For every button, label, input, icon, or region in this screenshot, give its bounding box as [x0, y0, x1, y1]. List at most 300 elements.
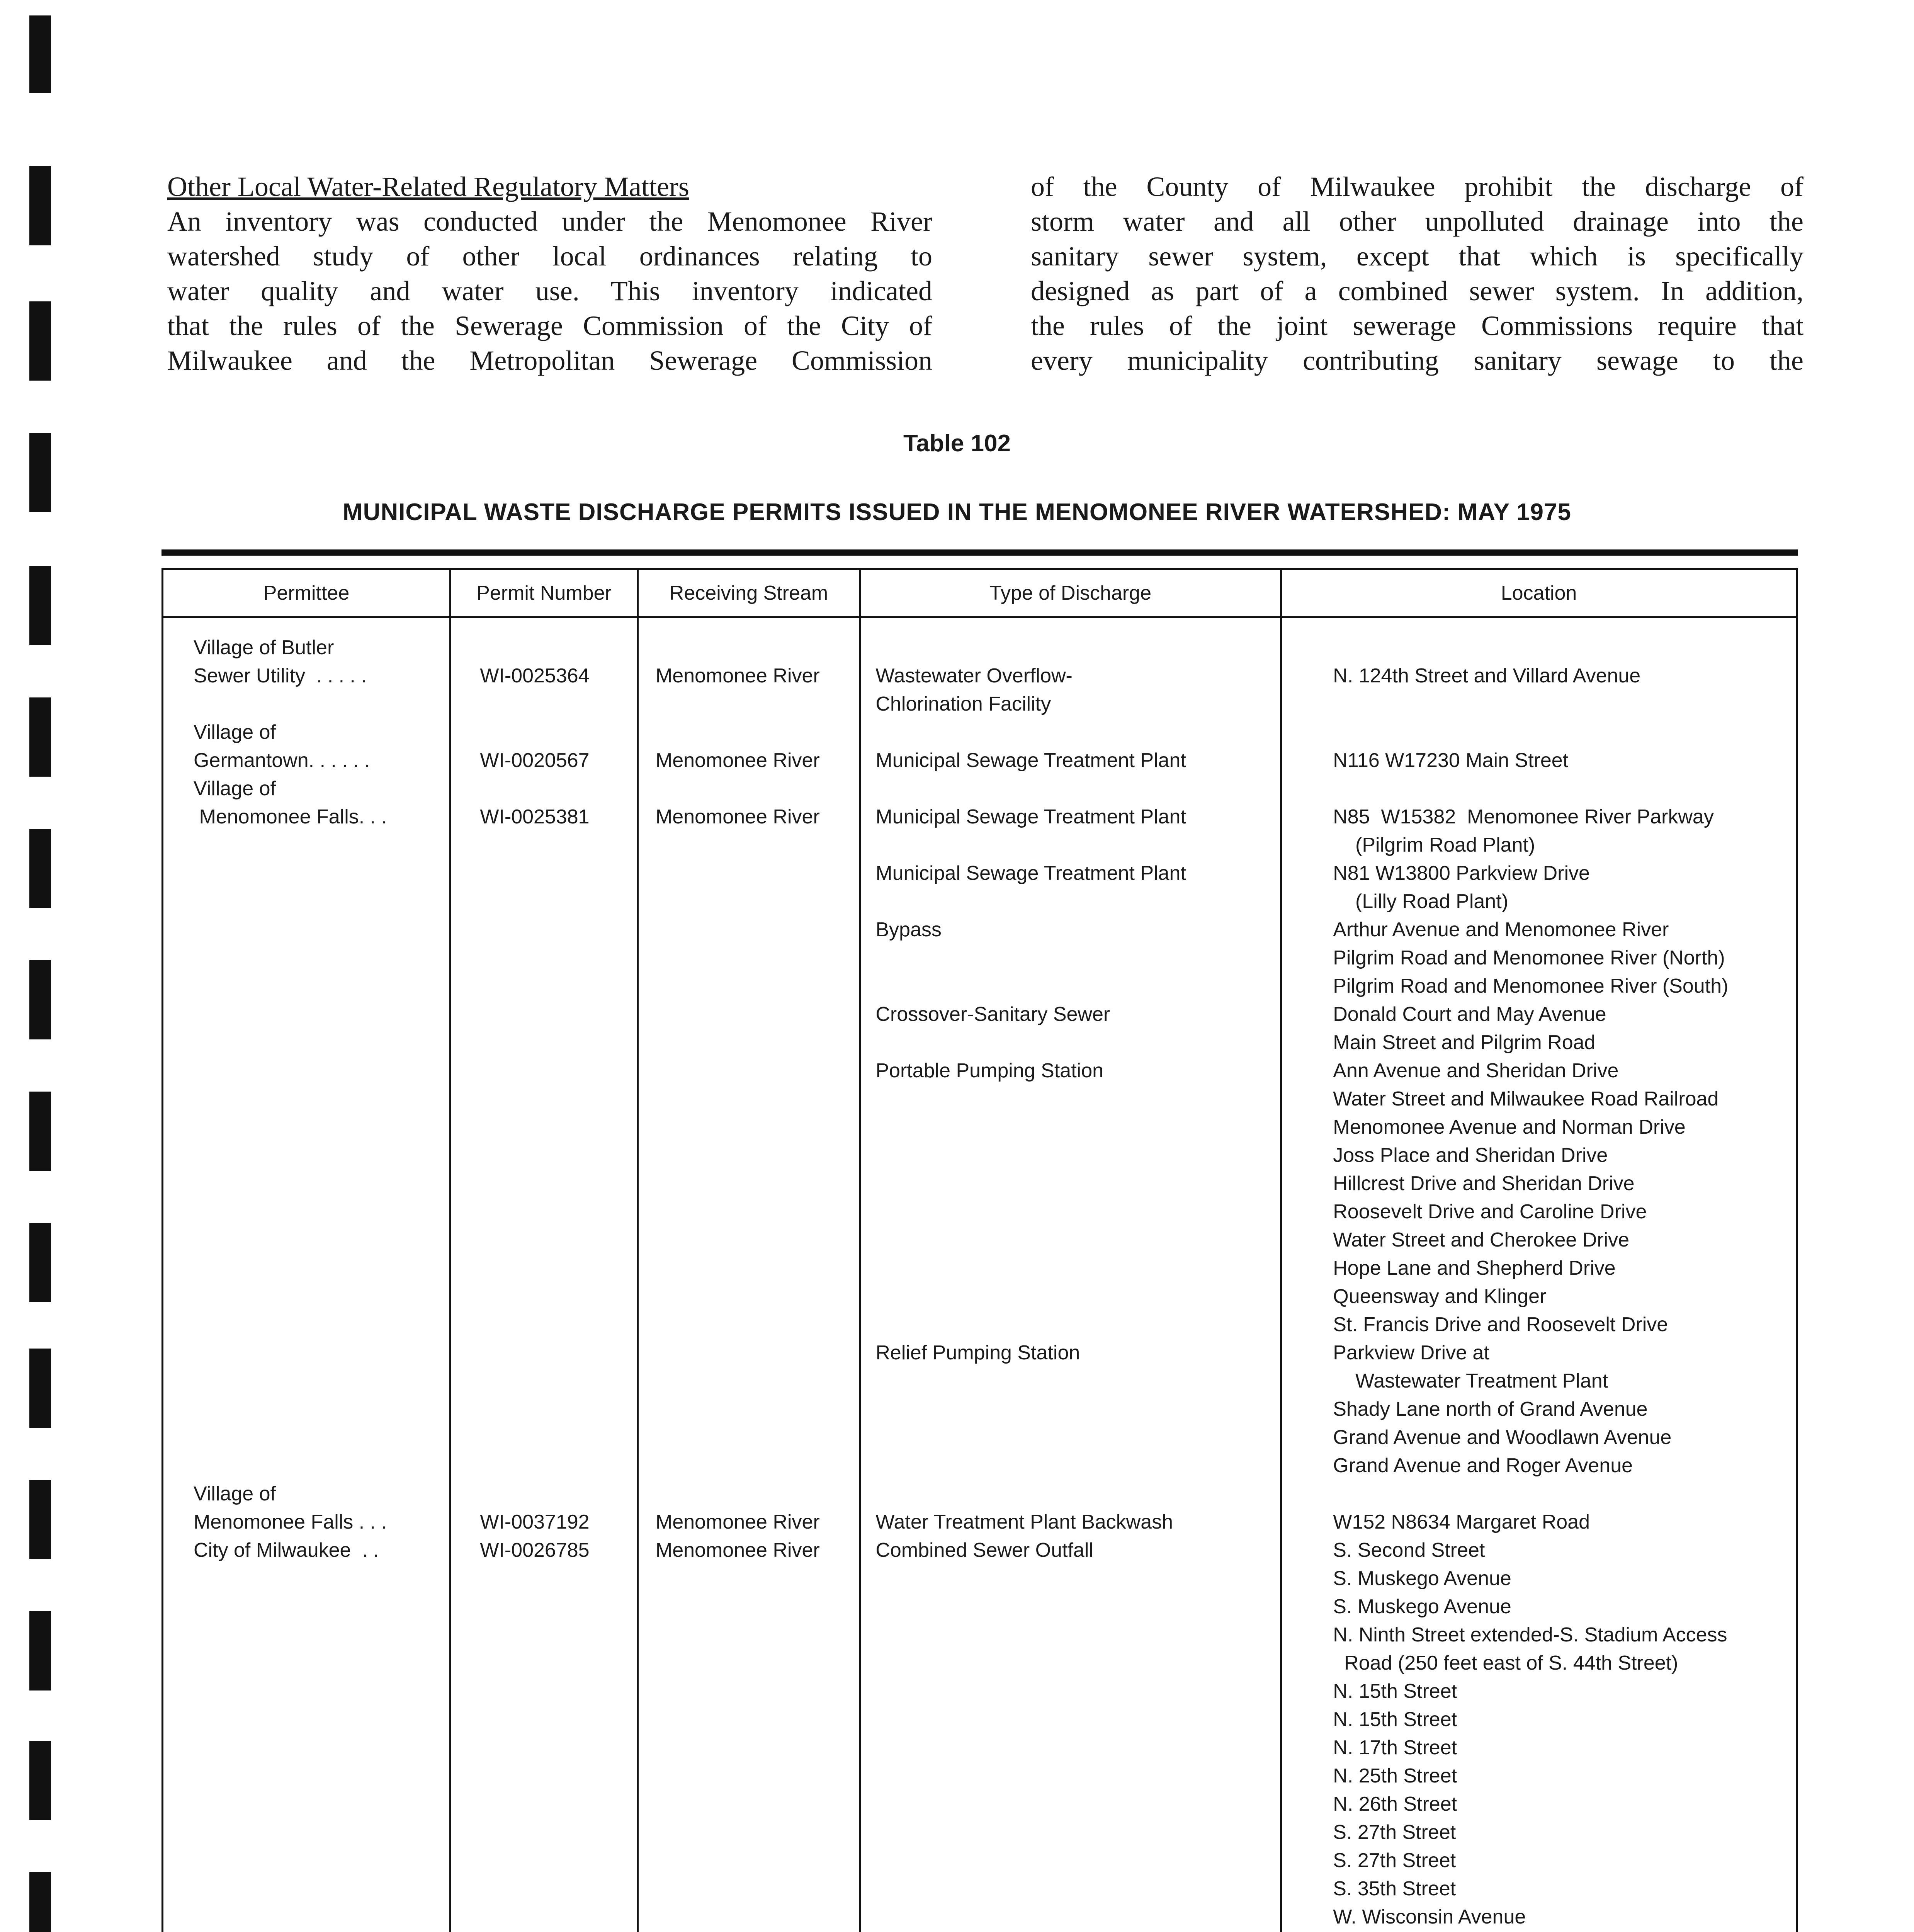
table-row [163, 1593, 1796, 1621]
table-row [163, 1254, 1796, 1282]
receiving-stream-cell [636, 1790, 858, 1818]
permit-number-cell [449, 1000, 636, 1029]
table-row [163, 1339, 1796, 1367]
permittee-cell: City of Milwaukee . . [194, 1539, 379, 1561]
permit-number-cell [449, 1621, 636, 1649]
location-cell: (Lilly Road Plant) [1333, 890, 1508, 913]
permittee-cell [163, 916, 449, 944]
table-body [163, 634, 1796, 1932]
location-cell: Menomonee Avenue and Norman Drive [1333, 1116, 1686, 1138]
table-row [163, 1480, 1796, 1508]
receiving-stream-cell [636, 1254, 858, 1282]
location-cell: Pilgrim Road and Menomonee River (South) [1333, 975, 1729, 997]
binding-mark [29, 1872, 51, 1932]
type-of-discharge-cell [858, 1282, 1279, 1311]
header-location: Location [1501, 582, 1577, 604]
permit-number-cell [449, 1762, 636, 1790]
header-receiving-stream: Receiving Stream [669, 582, 828, 604]
table-row [163, 972, 1796, 1000]
type-of-discharge-cell [858, 1311, 1279, 1339]
permittee-cell: Menomonee Falls . . . [194, 1511, 387, 1533]
type-of-discharge-cell: Portable Pumping Station [875, 1060, 1104, 1082]
location-cell: N116 W17230 Main Street [1333, 749, 1569, 772]
permittee-cell [163, 1057, 449, 1085]
table-row [163, 1875, 1796, 1903]
permittee-cell [163, 1593, 449, 1621]
permittee-cell [163, 831, 449, 859]
table-row [163, 1452, 1796, 1480]
type-of-discharge-cell [858, 1677, 1279, 1706]
location-cell: Water Street and Milwaukee Road Railroad [1333, 1088, 1719, 1110]
receiving-stream-cell [636, 972, 858, 1000]
permit-number-cell [449, 1677, 636, 1706]
permit-number-cell: WI-0025381 [480, 806, 590, 828]
type-of-discharge-cell [858, 1593, 1279, 1621]
permittee-cell [163, 1565, 449, 1593]
receiving-stream-cell [636, 1423, 858, 1452]
receiving-stream-cell [636, 1593, 858, 1621]
receiving-stream-cell [636, 1000, 858, 1029]
location-cell: Hope Lane and Shepherd Drive [1333, 1257, 1616, 1279]
location-cell: Ann Avenue and Sheridan Drive [1333, 1060, 1619, 1082]
permittee-cell [163, 1903, 449, 1931]
binding-mark [29, 1611, 51, 1690]
permit-number-cell: WI-0025364 [480, 665, 590, 687]
receiving-stream-cell: Menomonee River [655, 1511, 820, 1533]
table-label: Table 102 [903, 430, 1011, 457]
table-row [163, 634, 1796, 662]
permit-number-cell: WI-0037192 [480, 1511, 590, 1533]
receiving-stream-cell [636, 1339, 858, 1367]
permittee-cell [163, 1170, 449, 1198]
receiving-stream-cell: Menomonee River [655, 749, 820, 772]
type-of-discharge-cell [858, 1113, 1279, 1141]
receiving-stream-cell [636, 1480, 858, 1508]
receiving-stream-cell [636, 1649, 858, 1677]
table-row [163, 747, 1796, 775]
location-cell: W. Wisconsin Avenue [1333, 1906, 1526, 1928]
type-of-discharge-cell [858, 1226, 1279, 1254]
permit-number-cell [449, 1565, 636, 1593]
binding-mark [29, 166, 51, 245]
table-row [163, 1565, 1796, 1593]
location-cell: Hillcrest Drive and Sheridan Drive [1333, 1172, 1635, 1195]
permit-number-cell [449, 1057, 636, 1085]
receiving-stream-cell [636, 859, 858, 888]
permittee-cell [163, 1621, 449, 1649]
permit-number-cell [449, 1254, 636, 1282]
receiving-stream-cell: Menomonee River [655, 1539, 820, 1561]
binding-mark [29, 960, 51, 1039]
table-title: MUNICIPAL WASTE DISCHARGE PERMITS ISSUED IN THE MENOMONEE RIVER WATERSHED: MAY 1975 [343, 499, 1571, 526]
table-row [163, 1847, 1796, 1875]
table-row [163, 1677, 1796, 1706]
receiving-stream-cell [636, 1452, 858, 1480]
permittee-cell [163, 1085, 449, 1113]
location-cell: N81 W13800 Parkview Drive [1333, 862, 1590, 884]
permittee-cell: Village of [194, 721, 276, 743]
permittee-cell [163, 1282, 449, 1311]
receiving-stream-cell [636, 775, 858, 803]
type-of-discharge-cell [858, 1452, 1279, 1480]
intro-line: of the County of Milwaukee prohibit the discharge of [1031, 171, 1804, 202]
permittee-cell [163, 1029, 449, 1057]
type-of-discharge-cell [858, 1565, 1279, 1593]
type-of-discharge-cell [858, 1029, 1279, 1057]
permittee-cell: Village of Butler [194, 636, 334, 659]
receiving-stream-cell [636, 1226, 858, 1254]
location-cell: N. 17th Street [1333, 1736, 1457, 1759]
receiving-stream-cell [636, 1706, 858, 1734]
type-of-discharge-cell [858, 1847, 1279, 1875]
type-of-discharge-cell [858, 1480, 1279, 1508]
type-of-discharge-cell [858, 1790, 1279, 1818]
permittee-cell [163, 1141, 449, 1170]
location-cell: N. 26th Street [1333, 1793, 1457, 1815]
permittee-cell [163, 1649, 449, 1677]
permit-number-cell [449, 1085, 636, 1113]
header-permittee: Permittee [263, 582, 350, 604]
table-row [163, 916, 1796, 944]
permit-number-cell [449, 1790, 636, 1818]
type-of-discharge-cell [858, 831, 1279, 859]
location-cell: Main Street and Pilgrim Road [1333, 1031, 1596, 1054]
receiving-stream-cell [636, 1677, 858, 1706]
receiving-stream-cell [636, 1170, 858, 1198]
permit-number-cell [449, 1480, 636, 1508]
binding-mark [29, 829, 51, 908]
permittee-cell [163, 1706, 449, 1734]
location-cell [1279, 1480, 1796, 1508]
permit-number-cell [449, 718, 636, 747]
table-row [163, 1311, 1796, 1339]
permittee-cell [163, 972, 449, 1000]
header-permit-number: Permit Number [476, 582, 612, 604]
table-row [163, 1113, 1796, 1141]
receiving-stream-cell [636, 1395, 858, 1423]
location-cell: Parkview Drive at [1333, 1342, 1489, 1364]
receiving-stream-cell: Menomonee River [655, 665, 820, 687]
table-row [163, 1198, 1796, 1226]
location-cell: N. 15th Street [1333, 1708, 1457, 1731]
intro-line: sanitary sewer system, except that which is specifically [1031, 241, 1804, 272]
permit-number-cell [449, 1423, 636, 1452]
receiving-stream-cell [636, 1875, 858, 1903]
permit-number-cell [449, 1875, 636, 1903]
permit-number-cell [449, 859, 636, 888]
table-row [163, 888, 1796, 916]
permit-number-cell [449, 1706, 636, 1734]
permit-number-cell [449, 1818, 636, 1847]
binding-mark [29, 1349, 51, 1428]
receiving-stream-cell [636, 1818, 858, 1847]
receiving-stream-cell [636, 831, 858, 859]
table-row [163, 944, 1796, 972]
permit-number-cell [449, 972, 636, 1000]
location-cell: Queensway and Klinger [1333, 1285, 1547, 1308]
location-cell: St. Francis Drive and Roosevelt Drive [1333, 1313, 1668, 1336]
location-cell: Roosevelt Drive and Caroline Drive [1333, 1201, 1647, 1223]
intro-line: storm water and all other unpolluted drainage into the [1031, 206, 1804, 237]
permit-number-cell [449, 944, 636, 972]
table-row [163, 718, 1796, 747]
binding-mark [29, 1092, 51, 1171]
intro-line: water quality and water use. This inventory indicated [167, 276, 932, 306]
type-of-discharge-cell [858, 888, 1279, 916]
permittee-cell [163, 1113, 449, 1141]
permit-number-cell: WI-0026785 [480, 1539, 590, 1561]
location-cell: N. 124th Street and Villard Avenue [1333, 665, 1641, 687]
receiving-stream-cell [636, 1029, 858, 1057]
type-of-discharge-cell [858, 1367, 1279, 1395]
receiving-stream-cell [636, 690, 858, 718]
table-row [163, 831, 1796, 859]
permittee-cell [163, 859, 449, 888]
receiving-stream-cell [636, 1085, 858, 1113]
receiving-stream-cell [636, 1565, 858, 1593]
permit-number-cell [449, 1113, 636, 1141]
permit-number-cell [449, 1141, 636, 1170]
table-row [163, 1508, 1796, 1536]
permit-number-cell [449, 1593, 636, 1621]
table-row [163, 662, 1796, 690]
permittee-cell: Sewer Utility . . . . . [194, 665, 367, 687]
location-cell: W152 N8634 Margaret Road [1333, 1511, 1590, 1533]
receiving-stream-cell [636, 718, 858, 747]
permittee-cell: Germantown. . . . . . [194, 749, 370, 772]
intro-left-column [167, 169, 932, 378]
permit-number-cell [449, 1395, 636, 1423]
binding-mark [29, 566, 51, 645]
location-cell: N. Ninth Street extended-S. Stadium Access [1333, 1624, 1727, 1646]
type-of-discharge-cell: Municipal Sewage Treatment Plant [875, 749, 1186, 772]
type-of-discharge-cell [858, 775, 1279, 803]
receiving-stream-cell [636, 1311, 858, 1339]
receiving-stream-cell [636, 1057, 858, 1085]
permit-number-cell [449, 1170, 636, 1198]
receiving-stream-cell [636, 1282, 858, 1311]
receiving-stream-cell [636, 1141, 858, 1170]
permit-number-cell [449, 1282, 636, 1311]
table-row [163, 690, 1796, 718]
type-of-discharge-cell: Combined Sewer Outfall [875, 1539, 1093, 1561]
permit-number-cell [449, 690, 636, 718]
binding-mark [29, 301, 51, 381]
table-row [163, 775, 1796, 803]
permittee-cell [163, 1875, 449, 1903]
permit-number-cell [449, 1847, 636, 1875]
type-of-discharge-cell: Chlorination Facility [875, 693, 1051, 715]
type-of-discharge-cell [858, 1141, 1279, 1170]
intro-line: that the rules of the Sewerage Commission of the City of [167, 310, 932, 341]
location-cell: S. 27th Street [1333, 1849, 1456, 1872]
location-cell: Shady Lane north of Grand Avenue [1333, 1398, 1648, 1420]
type-of-discharge-cell: Bypass [875, 918, 942, 941]
permittee-cell [163, 944, 449, 972]
type-of-discharge-cell [858, 1395, 1279, 1423]
permit-number-cell [449, 831, 636, 859]
permittee-cell: Menomonee Falls. . . [194, 806, 387, 828]
location-cell: Road (250 feet east of S. 44th Street) [1333, 1652, 1678, 1674]
table-row [163, 1790, 1796, 1818]
location-cell [1279, 690, 1796, 718]
type-of-discharge-cell [858, 1903, 1279, 1931]
permit-number-cell [449, 1452, 636, 1480]
receiving-stream-cell [636, 1367, 858, 1395]
type-of-discharge-cell [858, 972, 1279, 1000]
permit-number-cell [449, 1198, 636, 1226]
type-of-discharge-cell: Crossover-Sanitary Sewer [875, 1003, 1110, 1026]
binding-mark [29, 1223, 51, 1302]
location-cell [1279, 634, 1796, 662]
permit-number-cell [449, 634, 636, 662]
receiving-stream-cell [636, 1847, 858, 1875]
location-cell: N. 25th Street [1333, 1765, 1457, 1787]
type-of-discharge-cell [858, 1423, 1279, 1452]
permit-number-cell [449, 1649, 636, 1677]
table-row [163, 1423, 1796, 1452]
permittee-cell [163, 1452, 449, 1480]
location-cell: S. Muskego Avenue [1333, 1567, 1511, 1590]
type-of-discharge-cell [858, 634, 1279, 662]
permittee-cell [163, 1818, 449, 1847]
receiving-stream-cell [636, 916, 858, 944]
permittee-cell [163, 888, 449, 916]
table-row [163, 1000, 1796, 1029]
permittee-cell [163, 1423, 449, 1452]
header-type-of-discharge: Type of Discharge [989, 582, 1152, 604]
permittee-cell [163, 1395, 449, 1423]
permittee-cell [163, 690, 449, 718]
table-row [163, 1734, 1796, 1762]
location-cell: S. Second Street [1333, 1539, 1485, 1561]
table-row [163, 1762, 1796, 1790]
location-cell: Arthur Avenue and Menomonee River [1333, 918, 1669, 941]
type-of-discharge-cell [858, 1170, 1279, 1198]
table-row [163, 1029, 1796, 1057]
intro-line: watershed study of other local ordinances relating to [167, 241, 932, 272]
type-of-discharge-cell: Wastewater Overflow- [875, 665, 1073, 687]
table-row [163, 1649, 1796, 1677]
permittee-cell [163, 1226, 449, 1254]
binding-mark [29, 1480, 51, 1559]
type-of-discharge-cell [858, 1085, 1279, 1113]
type-of-discharge-cell [858, 1818, 1279, 1847]
type-of-discharge-cell [858, 1762, 1279, 1790]
permit-number-cell [449, 775, 636, 803]
location-cell: N. 15th Street [1333, 1680, 1457, 1702]
table-row [163, 1706, 1796, 1734]
location-cell: Grand Avenue and Woodlawn Avenue [1333, 1426, 1672, 1449]
permittee-cell [163, 1847, 449, 1875]
receiving-stream-cell [636, 1903, 858, 1931]
permit-number-cell [449, 1339, 636, 1367]
type-of-discharge-cell: Relief Pumping Station [875, 1342, 1080, 1364]
table-row [163, 1085, 1796, 1113]
type-of-discharge-cell [858, 1875, 1279, 1903]
location-cell: Water Street and Cherokee Drive [1333, 1229, 1630, 1251]
receiving-stream-cell [636, 944, 858, 972]
permittee-cell: Village of [194, 1483, 276, 1505]
receiving-stream-cell [636, 1762, 858, 1790]
receiving-stream-cell: Menomonee River [655, 806, 820, 828]
table-row [163, 1367, 1796, 1395]
location-cell: Grand Avenue and Roger Avenue [1333, 1454, 1633, 1477]
receiving-stream-cell [636, 888, 858, 916]
permit-number-cell [449, 1029, 636, 1057]
location-cell: Pilgrim Road and Menomonee River (North) [1333, 947, 1725, 969]
permit-number-cell [449, 1903, 636, 1931]
permit-number-cell [449, 916, 636, 944]
table-row [163, 1226, 1796, 1254]
location-cell [1279, 775, 1796, 803]
permittee-cell [163, 1311, 449, 1339]
table-row [163, 1141, 1796, 1170]
table-row [163, 803, 1796, 831]
location-cell: S. 27th Street [1333, 1821, 1456, 1844]
type-of-discharge-cell [858, 1198, 1279, 1226]
type-of-discharge-cell [858, 1734, 1279, 1762]
table-row [163, 1903, 1796, 1931]
type-of-discharge-cell [858, 944, 1279, 972]
location-cell: Donald Court and May Avenue [1333, 1003, 1606, 1026]
permit-number-cell [449, 1734, 636, 1762]
permittee-cell: Village of [194, 777, 276, 800]
permittee-cell [163, 1254, 449, 1282]
permittee-cell [163, 1677, 449, 1706]
binding-mark [29, 697, 51, 777]
permittee-cell [163, 1790, 449, 1818]
table-row [163, 1282, 1796, 1311]
type-of-discharge-cell [858, 1254, 1279, 1282]
receiving-stream-cell [636, 1734, 858, 1762]
permittee-cell [163, 1762, 449, 1790]
permit-number-cell [449, 1311, 636, 1339]
table-row [163, 1621, 1796, 1649]
table-row [163, 1395, 1796, 1423]
permittee-cell [163, 1734, 449, 1762]
intro-line: An inventory was conducted under the Menomonee River [167, 206, 932, 237]
table-row [163, 1057, 1796, 1085]
permits-table [161, 568, 1798, 1932]
table-row [163, 1170, 1796, 1198]
intro-line: the rules of the joint sewerage Commissions require that [1031, 310, 1804, 341]
location-cell: S. Muskego Avenue [1333, 1595, 1511, 1618]
permit-number-cell [449, 1367, 636, 1395]
location-cell [1279, 718, 1796, 747]
permit-number-cell [449, 888, 636, 916]
permit-number-cell [449, 1226, 636, 1254]
permittee-cell [163, 1000, 449, 1029]
intro-line: every municipality contributing sanitary sewage to the [1031, 345, 1804, 376]
binding-mark [29, 1741, 51, 1820]
permittee-cell [163, 1367, 449, 1395]
location-cell: Joss Place and Sheridan Drive [1333, 1144, 1608, 1167]
type-of-discharge-cell: Municipal Sewage Treatment Plant [875, 862, 1186, 884]
permit-number-cell: WI-0020567 [480, 749, 590, 772]
location-cell: S. 35th Street [1333, 1878, 1456, 1900]
location-cell: (Pilgrim Road Plant) [1333, 834, 1535, 856]
type-of-discharge-cell [858, 1649, 1279, 1677]
receiving-stream-cell [636, 1621, 858, 1649]
permittee-cell [163, 1339, 449, 1367]
table-top-rule [161, 549, 1798, 556]
intro-line: designed as part of a combined sewer system. In addition, [1031, 276, 1804, 306]
receiving-stream-cell [636, 1113, 858, 1141]
table-row [163, 1536, 1796, 1565]
permittee-cell [163, 1198, 449, 1226]
receiving-stream-cell [636, 1198, 858, 1226]
